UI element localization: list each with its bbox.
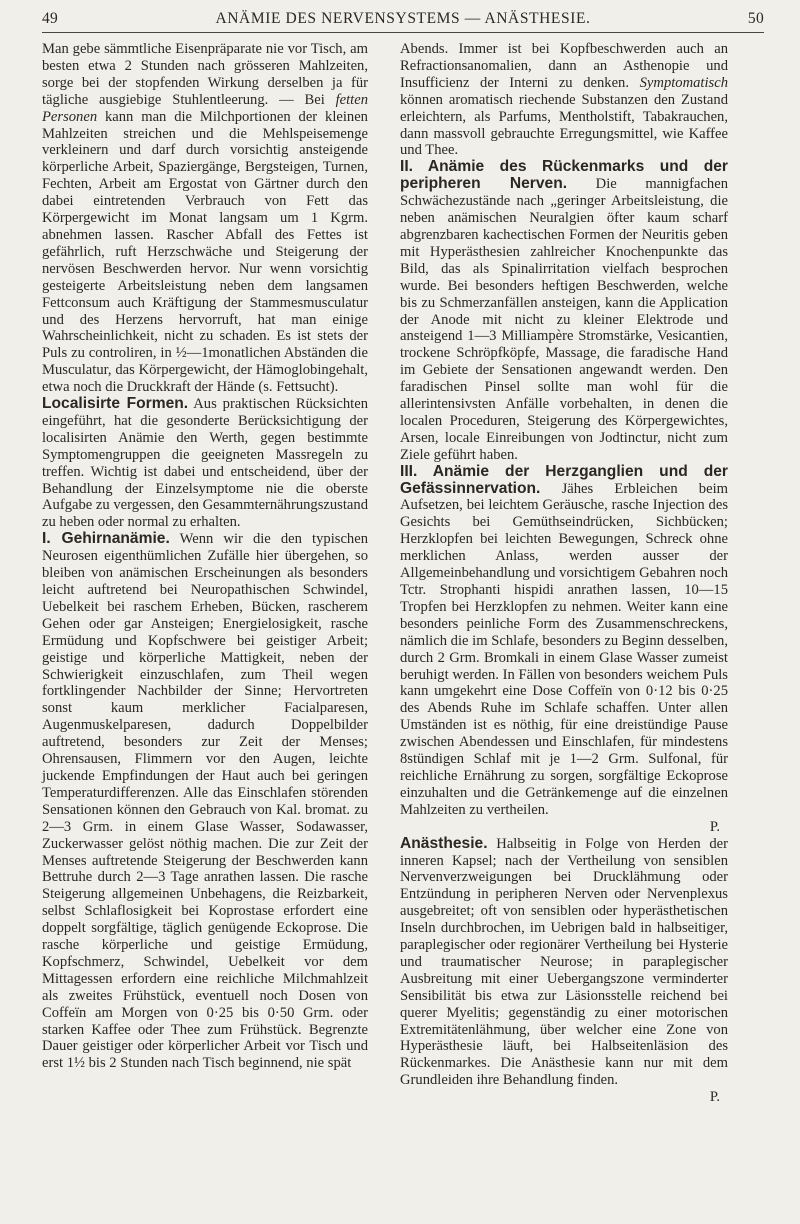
text-localised: Aus praktischen Rücksichten eingeführt, hat die gesonderte Berücksichtigung der localisirten Anämie den Werth, gegen bestimmte Symptomengruppen die geeigneten Massregeln zu treffen. Wichtig ist dabei und entscheidend, über der Behandlung der Einzelsymptome nie die oberste Aufgabe zu vergessen, den Gesammternährungszustand zu heben oder normal zu erhalten. bbox=[42, 396, 368, 531]
text-fat: kann man die Milchportionen der kleinen Mahlzeiten streichen und die Mehlspeisemenge verkleinern und darf durch vorsichtig ansteigende körperliche Arbeit, Spaziergänge, Bergsteigen, Turnen, Fechten, Arbeit am Ergostat von Gärtner durch den dabei eintretenden Verbrauch von Fett das Körpergewicht im Monat langsam um 1 Kgrm. abnehmen lassen. Rascher Abfall des Fettes ist gefährlich, ruft Herzschwäche und Steigerung der nervösen Beschwerden hervor. Nur wenn vorsichtig gesteigerte Arbeitsleistung neben dem langsamen Fettconsum auch Kräftigung der Stammesmusculatur und des Herzens hervorruft, hat man einige Wahrscheinlichkeit, nicht zu schaden. Es ist stets der Puls zu controliren, in ½—1monatlichen Abständen die Musculatur, das Körpergewicht, der Hämoglobingehalt, etwa noch die Druckkraft der Hände (s. Fettsucht). bbox=[42, 108, 368, 396]
author-signature: P. bbox=[709, 818, 720, 835]
paragraph-spinal bbox=[400, 159, 728, 463]
paragraph-evening bbox=[400, 41, 728, 159]
running-title: ANÄMIE DES NERVENSYSTEMS — ANÄSTHESIE. bbox=[215, 10, 591, 27]
header-rule bbox=[42, 32, 764, 33]
heading-localisirte-formen: Localisirte Formen. bbox=[42, 395, 189, 413]
left-column bbox=[42, 41, 368, 1072]
italic-symptomatisch: Symptomatisch bbox=[639, 74, 728, 91]
heading-gehirnanaemie: I. Gehirnanämie. bbox=[42, 530, 170, 548]
text-iron: Man gebe sämmtliche Eisenpräparate nie vor Tisch, am besten etwa 2 Stunden nach grösseren Mahlzeiten, sorge bei der stopfenden Wirkung derselben ja für tägliche ausgiebige Stuhlentleerung. — Bei bbox=[42, 41, 368, 108]
text-evening: Abends. Immer ist bei Kopfbeschwerden auch an Refractionsanomalien, dann an Asthenopie und Insufficienz der Interni zu denken. bbox=[400, 41, 728, 91]
heading-anaesthesie: Anästhesie. bbox=[400, 834, 488, 852]
text-brain: Wenn wir die den typischen Neurosen eigenthümlichen Zufälle hier übergehen, so bleiben von anämischen Erscheinungen als besonders leicht auftretend bei Neuropathischen Schwindel, Uebelkeit bei raschem Erheben, Bücken, rascherem Gehen oder gar Ansteigen; Energielosigkeit, rasche Ermüdung und Kopfschwere bei geistiger Arbeit; geistige und körperliche Mattigkeit, neben der Schwierigkeit einzuschlafen, zum Theil wegen fortklingender Nachbilder der Sinne; Hervortreten sonst kaum merklicher Facialparesen, Augenmuskelparesen, dadurch Doppelbilder auftretend, besonders zur Zeit der Menses; Ohrensausen, Flimmern vor den Augen, leichte juckende Empfindungen der Haut auch bei geringen Temperaturdifferenzen. Alle das Einschlafen störenden Sensationen können den Gebrauch von Kal. bromat. zu 2—3 Grm. in einem Glase Wasser, Sodawasser, Zuckerwasser gelöst nöthig machen. Die zur Zeit der Menses auftretende Steigerung der Beschwerden kann Bettruhe durch 2—3 Tage anrathen lassen. Die rasche Steigerung allgemeinen Unbehagens, die Reizbarkeit, selbst Schlaflosigkeit bei Koprostase erfordert eine doppelt sorgfältige, täglich genügende Eckoprose. Die rasche körperliche und geistige Ermüdung, Kopfschmerz, Schwindel, Uebelkeit vor dem Mittagessen erfordern eine reichliche Milchmahlzeit als zweites Frühstück, eventuell noch Dosen von Coffeïn am Morgen von 0·25 bis 0·50 Grm. oder starken Kaffee oder Thee zum Frühstück. Begrenzte Dauer geistiger oder körperlicher Arbeit vor Tisch und erst 1½ bis 2 Stunden nach Tisch beginnend, nie spät bbox=[42, 531, 368, 1072]
text-aromatic: können aromatisch riechende Substanzen den Zustand erleichtern, als Parfums, Mentholstift, Tabakrauchen, dann massvoll gebrauchte Erregungsmittel, wie Kaffee und Thee. bbox=[400, 91, 728, 159]
author-signature: P. bbox=[709, 1089, 720, 1106]
paragraph-localised bbox=[42, 396, 368, 531]
paragraph-heart bbox=[400, 464, 728, 819]
paragraph-iron-fat bbox=[42, 41, 368, 396]
heading-rueckenmark: II. Anämie des Rückenmarks und der peripheren Nerven. bbox=[400, 158, 728, 193]
italic-fat-persons: fetten Personen bbox=[42, 91, 368, 125]
text-heart: Jähes Erbleichen beim Aufsetzen, bei leichtem Geräusche, rasche Injection des Gesichts bei Gemüthseindrücken, Sichbücken; Herzklopfen bei leichten Bewegungen, Schreck ohne merklichen Anlass, werden ausser der Allgemeinbehandlung und vorsichtigem Gebahren noch Tctr. Strophanti hispidi anrathen lassen, 10—15 Tropfen bei Herzklopfen zu nehmen. Weiter kann eine besonders peinliche Form des Zusammenschreckens, nämlich die im Schlafe, besonders zu Beginn desselben, durch 2 Grm. Bromkali in einem Glase Wasser zumeist beruhigt werden. In Fällen von besonders weichem Puls kann umgekehrt eine Dose Coffeïn von 0·12 bis 0·25 des Abends Ruhe im Schlafe schaffen. Unter allen Umständen ist es nöthig, für eine dreistündige Pause zwischen Abendessen und Einschlafen, für mindestens 8stündigen Schlaf mit je 1—2 Grm. Sulfonal, für reichliche Ernährung zu sorgen, sorgfältige Eckoprose einzuhalten und die Getränkemenge auf die einzelnen Mahlzeiten zu vertheilen. bbox=[400, 480, 728, 818]
page-number-right: 50 bbox=[747, 10, 764, 27]
running-header bbox=[42, 10, 764, 32]
heading-herzganglien: III. Anämie der Herzganglien und der Gefässinnervation. bbox=[400, 462, 728, 497]
text-spinal: Die mannigfachen Schwächezustände nach „geringer Arbeitsleistung, die neben anämischen Neuralgien öfter kaum scharf abgrenzbaren kachectischen Formen der Neuritis geben mit Hyperästhesien zahlreicher Knochenpunkte das Bild, das als Spinalirritation vielfach besprochen wurde. Bei besonders heftigen Beschwerden, welche bis zu Schmerzanfällen ansteigen, kann die Application der Anode mit nicht zu kleiner Elektrode und ansteigend 1—3 Milliampère Stromstärke, Vesicantien, trockene Schröpfköpfe, Massage, die faradische Hand im Gebiete der Sensationen angewandt werden. Den faradischen Pinsel sollte man wohl für die allerintensivsten Anfälle vorbehalten, in denen die localen Proceduren, Steigerung des Körpergewichtes, Arsen, locale Einreibungen von Jodtinctur, nicht zum Ziele geführt haben. bbox=[400, 176, 728, 463]
paragraph-brain bbox=[42, 531, 368, 1072]
paragraph-anaesthesia bbox=[400, 836, 728, 1090]
right-column bbox=[400, 41, 728, 1106]
page-number-left: 49 bbox=[42, 10, 59, 27]
text-anaesthesia: Halbseitig in Folge von Herden der inneren Kapsel; nach der Vertheilung von sensiblen Nervenverzweigungen bei Drucklähmung oder Entzündung in peripheren Nerven oder Nervenplexus ausgebreitet; oft von sensiblen oder hyperästhetischen Inseln durchbrochen, im Uebrigen bald in halbseitiger, paraplegischer oder regionärer Vertheilung bei Hysterie und traumatischer Neurose; in paraplegischer Ausbreitung mit einer Uebergangszone verminderter Sensibilität bis etwa zur Läsionsstelle reichend bei querer Myelitis; gegenständig zu einer motorischen Extremitätenlähmung, über welcher eine Zone von Hyperästhesie läuft, bei Halbseitenläsion des Rückenmarkes. Die Anästhesie kann nur mit dem Grundleiden ihre Behandlung finden. bbox=[400, 835, 728, 1089]
